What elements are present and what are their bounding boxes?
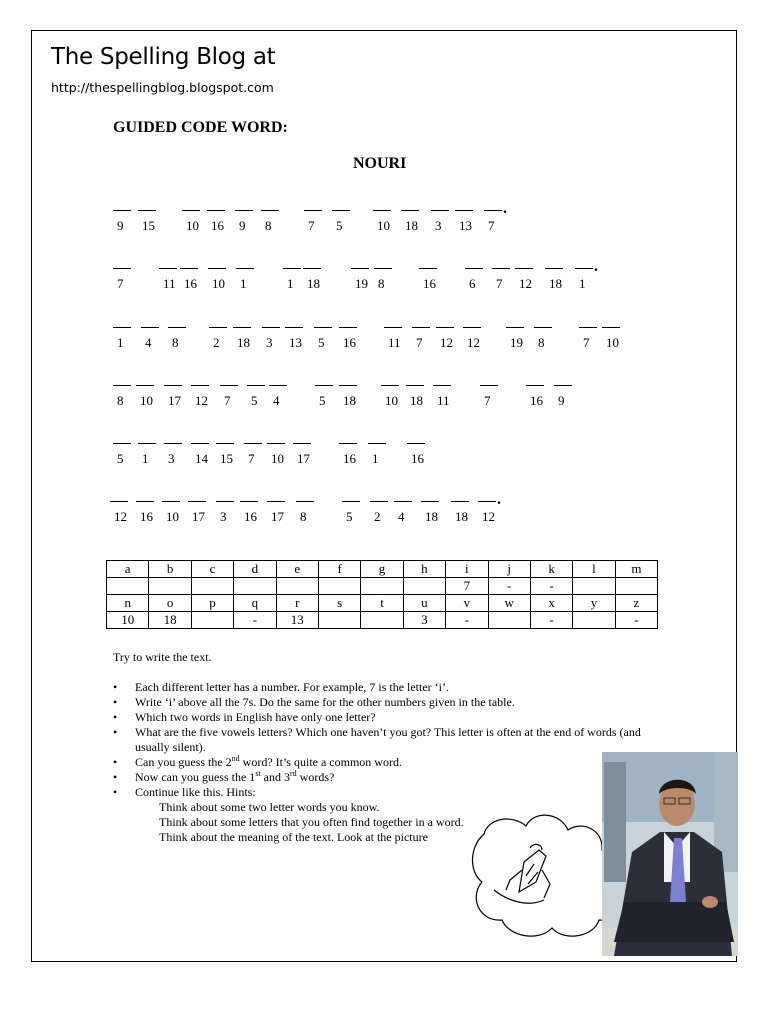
code-number: 12	[114, 509, 127, 524]
blank-line[interactable]	[236, 268, 254, 269]
blank-line[interactable]	[285, 327, 303, 328]
code-number: 10	[606, 335, 619, 350]
hint-item	[113, 695, 673, 710]
blank-line[interactable]	[233, 327, 251, 328]
code-number: 5	[346, 509, 353, 524]
blank-line[interactable]	[110, 501, 128, 502]
sentence-dot: .	[497, 491, 501, 508]
blank-line[interactable]	[164, 443, 182, 444]
blank-line[interactable]	[412, 327, 430, 328]
code-number: 9	[239, 218, 246, 233]
table-cell	[191, 612, 233, 629]
blank-line[interactable]	[168, 327, 186, 328]
table-cell: c	[191, 561, 233, 578]
table-cell	[318, 612, 360, 629]
code-number: 18	[237, 335, 250, 350]
blank-line[interactable]	[436, 327, 454, 328]
table-cell: w	[488, 595, 530, 612]
blank-line[interactable]	[342, 501, 360, 502]
blank-line[interactable]	[515, 268, 533, 269]
blank-line[interactable]	[182, 210, 200, 211]
code-number: 7	[117, 276, 124, 291]
code-number: 4	[398, 509, 405, 524]
table-cell: z	[615, 595, 657, 612]
code-number: 1	[240, 276, 247, 291]
student-name: NOURI	[353, 155, 407, 172]
code-number: 16	[423, 276, 436, 291]
code-number: 3	[220, 509, 227, 524]
ordinal-suffix: rd	[289, 769, 297, 778]
code-row	[0, 258, 768, 308]
blank-line[interactable]	[162, 501, 180, 502]
sub-hint-text: Think about some two letter words you know.	[159, 800, 380, 814]
code-row	[0, 200, 768, 250]
code-number: 7	[496, 276, 503, 291]
code-number: 4	[273, 393, 280, 408]
code-number: 16	[530, 393, 543, 408]
code-number: 1	[117, 335, 124, 350]
table-row	[107, 561, 658, 578]
code-number: 14	[195, 451, 208, 466]
code-number: 12	[482, 509, 495, 524]
blank-line[interactable]	[267, 443, 285, 444]
table-cell	[318, 578, 360, 595]
code-number: 10	[212, 276, 225, 291]
blank-line[interactable]	[339, 443, 357, 444]
blank-line[interactable]	[191, 385, 209, 386]
code-number: 3	[168, 451, 175, 466]
code-number: 16	[211, 218, 224, 233]
table-cell: -	[488, 578, 530, 595]
code-number: 17	[297, 451, 310, 466]
table-cell: s	[318, 595, 360, 612]
blank-line[interactable]	[384, 327, 402, 328]
blank-line[interactable]	[303, 268, 321, 269]
blank-line[interactable]	[463, 327, 481, 328]
blank-line[interactable]	[136, 501, 154, 502]
table-cell: e	[276, 561, 318, 578]
blank-line[interactable]	[207, 210, 225, 211]
table-cell	[361, 612, 403, 629]
page-heading: GUIDED CODE WORD:	[113, 119, 288, 136]
blog-title: The Spelling Blog at	[51, 44, 276, 70]
blank-line[interactable]	[208, 268, 226, 269]
table-cell: j	[488, 561, 530, 578]
table-cell: 7	[446, 578, 488, 595]
table-cell: l	[573, 561, 615, 578]
hint-item	[113, 710, 673, 725]
blank-line[interactable]	[484, 210, 502, 211]
blank-line[interactable]	[419, 268, 437, 269]
code-number: 8	[378, 276, 385, 291]
code-number: 16	[411, 451, 424, 466]
table-cell: 10	[107, 612, 149, 629]
table-cell: m	[615, 561, 657, 578]
table-cell: h	[403, 561, 445, 578]
blank-line[interactable]	[113, 268, 131, 269]
table-cell	[234, 578, 276, 595]
code-number: 16	[244, 509, 257, 524]
code-number: 7	[416, 335, 423, 350]
code-row	[0, 491, 768, 541]
hint-text: Write ‘i’ above all the 7s. Do the same for the other numbers given in the table.	[135, 695, 515, 709]
blank-line[interactable]	[164, 385, 182, 386]
code-number: 10	[166, 509, 179, 524]
blank-line[interactable]	[267, 501, 285, 502]
blog-url[interactable]: http://thespellingblog.blogspot.com	[51, 80, 274, 95]
blank-line[interactable]	[138, 210, 156, 211]
blank-line[interactable]	[339, 327, 357, 328]
code-number: 16	[140, 509, 153, 524]
code-number: 11	[388, 335, 401, 350]
blank-line[interactable]	[368, 443, 386, 444]
blank-line[interactable]	[381, 385, 399, 386]
code-number: 8	[117, 393, 124, 408]
code-number: 12	[519, 276, 532, 291]
table-cell: f	[318, 561, 360, 578]
code-number: 18	[549, 276, 562, 291]
blank-line[interactable]	[332, 210, 350, 211]
table-cell: r	[276, 595, 318, 612]
sub-hint-text: Think about the meaning of the text. Look at the picture	[159, 830, 428, 844]
blank-line[interactable]	[261, 210, 279, 211]
blank-line[interactable]	[247, 385, 265, 386]
blank-line[interactable]	[401, 210, 419, 211]
blank-line[interactable]	[113, 327, 131, 328]
bullet-icon: •	[113, 755, 118, 769]
code-number: 17	[168, 393, 181, 408]
blank-line[interactable]	[478, 501, 496, 502]
code-number: 1	[287, 276, 294, 291]
instruction-text: Try to write the text.	[113, 650, 212, 664]
code-number: 3	[435, 218, 442, 233]
blank-line[interactable]	[138, 443, 156, 444]
table-cell	[615, 578, 657, 595]
table-cell	[488, 612, 530, 629]
code-number: 12	[440, 335, 453, 350]
table-cell: d	[234, 561, 276, 578]
table-row	[107, 612, 658, 629]
code-number: 11	[437, 393, 450, 408]
hint-item	[113, 680, 673, 695]
hint-item	[113, 725, 673, 755]
table-cell: t	[361, 595, 403, 612]
hint-text: and 3	[260, 770, 290, 784]
blank-line[interactable]	[293, 443, 311, 444]
bullet-icon: •	[113, 695, 118, 709]
ordinal-suffix: nd	[231, 754, 240, 763]
code-number: 18	[343, 393, 356, 408]
code-number: 18	[425, 509, 438, 524]
blank-line[interactable]	[141, 327, 159, 328]
blank-line[interactable]	[406, 385, 424, 386]
table-row	[107, 578, 658, 595]
table-cell: 3	[403, 612, 445, 629]
code-row	[0, 327, 768, 367]
code-number: 10	[377, 218, 390, 233]
code-number: 3	[266, 335, 273, 350]
blank-line[interactable]	[113, 443, 131, 444]
blank-line[interactable]	[314, 327, 332, 328]
blank-line[interactable]	[506, 327, 524, 328]
blank-line[interactable]	[220, 385, 238, 386]
blank-line[interactable]	[304, 210, 322, 211]
code-number: 6	[469, 276, 476, 291]
blank-line[interactable]	[269, 385, 287, 386]
blank-line[interactable]	[191, 443, 209, 444]
code-number: 10	[140, 393, 153, 408]
code-number: 2	[213, 335, 220, 350]
table-cell: a	[107, 561, 149, 578]
code-number: 5	[336, 218, 343, 233]
code-number: 8	[265, 218, 272, 233]
bullet-icon: •	[113, 680, 118, 694]
table-cell	[573, 612, 615, 629]
bullet-icon: •	[113, 785, 118, 799]
table-cell	[276, 578, 318, 595]
code-number: 16	[343, 335, 356, 350]
code-number: 15	[142, 218, 155, 233]
blank-line[interactable]	[554, 385, 572, 386]
hint-text: Which two words in English have only one letter?	[135, 710, 376, 724]
hint-text: Continue like this. Hints:	[135, 785, 256, 799]
table-cell	[191, 578, 233, 595]
blank-line[interactable]	[159, 268, 177, 269]
table-cell	[107, 578, 149, 595]
blank-line[interactable]	[374, 268, 392, 269]
code-number: 17	[271, 509, 284, 524]
table-cell: y	[573, 595, 615, 612]
code-number: 1	[142, 451, 149, 466]
table-cell: -	[530, 578, 572, 595]
table-cell: u	[403, 595, 445, 612]
code-number: 9	[117, 218, 124, 233]
code-number: 12	[195, 393, 208, 408]
blank-line[interactable]	[209, 327, 227, 328]
table-cell: i	[446, 561, 488, 578]
hint-text: Can you guess the 2	[135, 755, 232, 769]
table-row	[107, 595, 658, 612]
code-number: 10	[385, 393, 398, 408]
blank-line[interactable]	[315, 385, 333, 386]
code-number: 7	[224, 393, 231, 408]
blank-line[interactable]	[113, 385, 131, 386]
hint-text: Each different letter has a number. For example, 7 is the letter ‘i’.	[135, 680, 449, 694]
table-cell	[361, 578, 403, 595]
code-number: 18	[307, 276, 320, 291]
blank-line[interactable]	[216, 501, 234, 502]
code-number: 8	[300, 509, 307, 524]
hint-text: word? It’s quite a common word.	[239, 755, 402, 769]
table-cell: b	[149, 561, 191, 578]
blank-line[interactable]	[394, 501, 412, 502]
blank-line[interactable]	[455, 210, 473, 211]
code-number: 10	[271, 451, 284, 466]
blank-line[interactable]	[113, 210, 131, 211]
blank-line[interactable]	[262, 327, 280, 328]
blank-line[interactable]	[339, 385, 357, 386]
code-number: 8	[538, 335, 545, 350]
bullet-icon: •	[113, 725, 118, 739]
code-number: 7	[308, 218, 315, 233]
blank-line[interactable]	[421, 501, 439, 502]
code-number: 7	[488, 218, 495, 233]
code-number: 11	[163, 276, 176, 291]
blank-line[interactable]	[180, 268, 198, 269]
table-cell: -	[234, 612, 276, 629]
blank-line[interactable]	[370, 501, 388, 502]
code-number: 16	[184, 276, 197, 291]
code-number: 5	[318, 335, 325, 350]
bullet-icon: •	[113, 770, 118, 784]
code-number: 7	[484, 393, 491, 408]
code-number: 17	[192, 509, 205, 524]
table-cell	[149, 578, 191, 595]
table-cell: -	[446, 612, 488, 629]
letter-code-table	[106, 560, 658, 629]
blank-line[interactable]	[240, 501, 258, 502]
blank-line[interactable]	[373, 210, 391, 211]
blank-line[interactable]	[407, 443, 425, 444]
code-number: 8	[172, 335, 179, 350]
businessman-photo	[602, 752, 738, 956]
blank-line[interactable]	[526, 385, 544, 386]
sentence-dot: .	[503, 200, 507, 217]
code-number: 15	[220, 451, 233, 466]
blank-line[interactable]	[244, 443, 262, 444]
blank-line[interactable]	[480, 385, 498, 386]
table-cell: o	[149, 595, 191, 612]
code-row	[0, 443, 768, 483]
hint-text: words?	[296, 770, 335, 784]
table-cell: v	[446, 595, 488, 612]
table-cell	[573, 578, 615, 595]
blank-line[interactable]	[602, 327, 620, 328]
code-number: 18	[405, 218, 418, 233]
code-number: 16	[343, 451, 356, 466]
blank-line[interactable]	[351, 268, 369, 269]
code-number: 1	[372, 451, 379, 466]
code-number: 7	[248, 451, 255, 466]
blank-line[interactable]	[433, 385, 451, 386]
blank-line[interactable]	[575, 268, 593, 269]
blank-line[interactable]	[451, 501, 469, 502]
table-cell: x	[530, 595, 572, 612]
blank-line[interactable]	[216, 443, 234, 444]
blank-line[interactable]	[188, 501, 206, 502]
code-number: 18	[455, 509, 468, 524]
blank-line[interactable]	[296, 501, 314, 502]
code-number: 13	[459, 218, 472, 233]
blank-line[interactable]	[545, 268, 563, 269]
blank-line[interactable]	[235, 210, 253, 211]
table-cell: -	[530, 612, 572, 629]
code-number: 19	[510, 335, 523, 350]
blank-line[interactable]	[534, 327, 552, 328]
table-cell: q	[234, 595, 276, 612]
code-number: 1	[579, 276, 586, 291]
blank-line[interactable]	[579, 327, 597, 328]
code-number: 19	[355, 276, 368, 291]
blank-line[interactable]	[136, 385, 154, 386]
code-number: 7	[583, 335, 590, 350]
sub-hint-text: Think about some letters that you often find together in a word.	[159, 815, 464, 829]
code-number: 2	[374, 509, 381, 524]
blank-line[interactable]	[283, 268, 301, 269]
table-cell	[403, 578, 445, 595]
table-cell: k	[530, 561, 572, 578]
code-number: 5	[117, 451, 124, 466]
illustration	[464, 752, 738, 956]
bullet-icon: •	[113, 710, 118, 724]
hint-text: What are the five vowels letters? Which one haven’t you got? This letter is often at the end of words (and usually silent).	[135, 725, 641, 754]
sentence-dot: .	[594, 258, 598, 275]
table-cell: -	[615, 612, 657, 629]
blank-line[interactable]	[492, 268, 510, 269]
code-number: 5	[319, 393, 326, 408]
code-number: 13	[289, 335, 302, 350]
code-number: 9	[558, 393, 565, 408]
code-number: 18	[410, 393, 423, 408]
table-cell: n	[107, 595, 149, 612]
table-cell: 18	[149, 612, 191, 629]
code-number: 4	[145, 335, 152, 350]
blank-line[interactable]	[431, 210, 449, 211]
table-cell: g	[361, 561, 403, 578]
code-number: 10	[186, 218, 199, 233]
table-cell: p	[191, 595, 233, 612]
blank-line[interactable]	[465, 268, 483, 269]
code-row	[0, 385, 768, 425]
hint-text: Now can you guess the 1	[135, 770, 256, 784]
code-number: 5	[251, 393, 258, 408]
table-cell: 13	[276, 612, 318, 629]
code-number: 12	[467, 335, 480, 350]
ordinal-suffix: st	[255, 769, 261, 778]
